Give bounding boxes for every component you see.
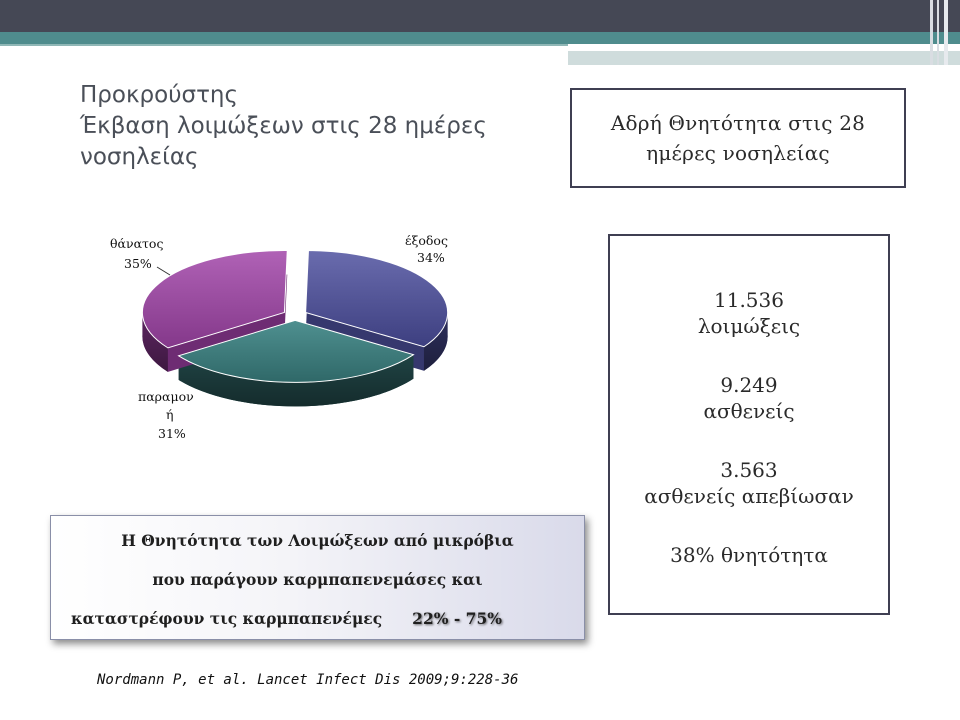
pie-label-exodos-name: έξοδος <box>405 233 448 248</box>
pie-label-paramoni-name-cont: ή <box>166 407 174 422</box>
note-line: Η Θνητότητα των Λοιμώξεων από μικρόβια <box>121 531 514 550</box>
stat-deaths-label: ασθενείς απεβίωσαν <box>644 484 854 508</box>
stat-infections-label: λοιμώξεις <box>697 314 801 338</box>
mortality-heading-box <box>570 88 906 188</box>
stat-mortality-summary: 38% θνητότητα <box>670 543 828 567</box>
title-line: Προκρούστης <box>80 82 239 108</box>
citation: Nordmann P, et al. Lancet Infect Dis 2009;9:228-36 <box>97 672 519 688</box>
note-line: που παράγουν καρμπαπενεμάσες και <box>152 570 483 589</box>
note-line-text: καταστρέφουν τις καρμπαπενέμες <box>71 609 383 628</box>
mortality-heading-line: ημέρες νοσηλείας <box>646 141 830 165</box>
pie-leader-line <box>157 267 170 275</box>
pie-label-thanatos-name: θάνατος <box>110 236 164 251</box>
carbapenemase-note <box>50 515 585 640</box>
stat-deaths-value: 3.563 <box>720 458 778 482</box>
stat-infections-value: 11.536 <box>714 288 784 312</box>
pie-label-paramoni-name: παραμον <box>138 389 194 404</box>
pie-label-exodos-pct: 34% <box>417 250 445 265</box>
title-line: Έκβαση λοιμώξεων στις 28 ημέρες <box>80 113 487 139</box>
header-band <box>0 0 960 70</box>
title-line: νοσηλείας <box>80 144 199 170</box>
stats-box <box>608 234 890 615</box>
pie-chart <box>100 215 460 455</box>
pie-label-thanatos-pct: 35% <box>124 256 152 271</box>
stat-patients-value: 9.249 <box>720 373 778 397</box>
mortality-heading-line: Αδρή Θνητότητα στις 28 <box>610 111 866 135</box>
slide-title <box>80 80 520 173</box>
stat-patients-label: ασθενείς <box>703 399 795 423</box>
note-line <box>51 609 584 628</box>
note-highlight-range: 22% - 75% <box>412 609 502 628</box>
pie-label-paramoni-pct: 31% <box>158 426 186 441</box>
